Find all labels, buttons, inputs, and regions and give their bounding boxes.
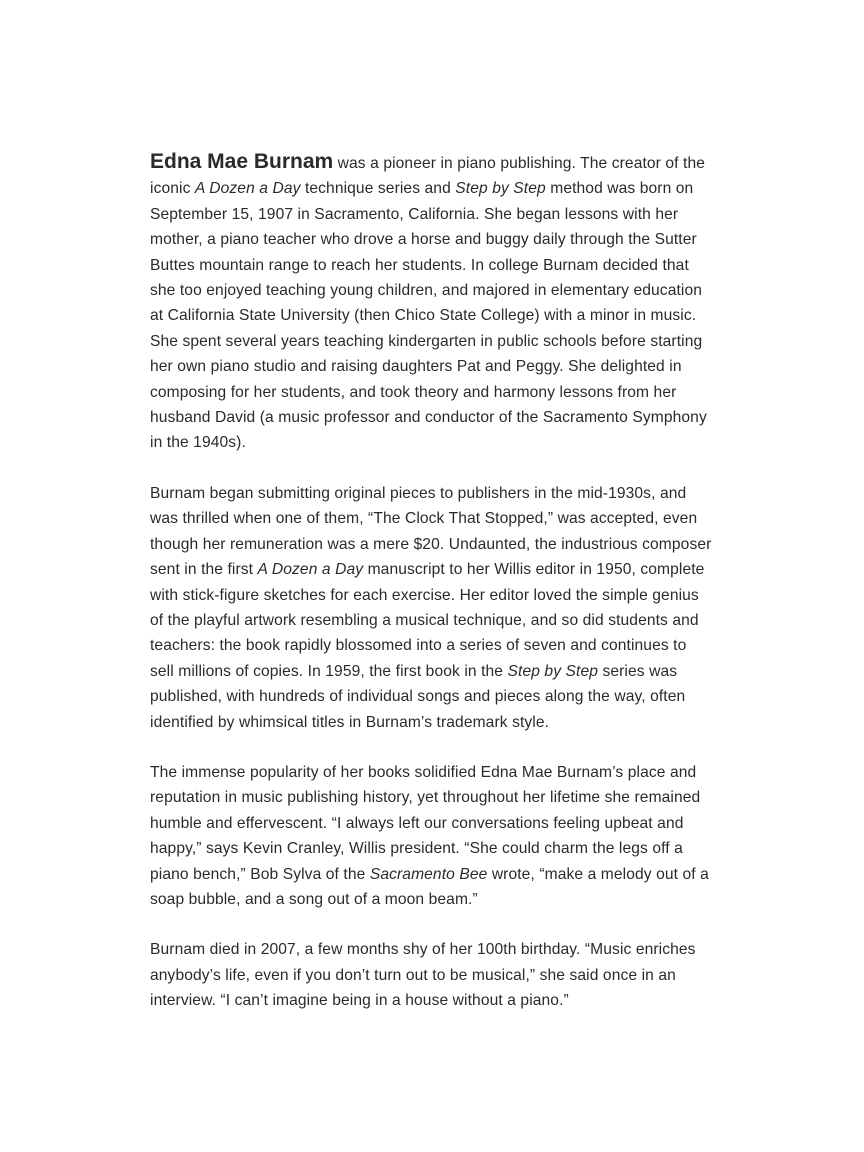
text-run: wrote, “make a melody out of a soap bubble, and a song out of a moon beam.” [150, 865, 709, 908]
biography-text-block [150, 149, 712, 1014]
bio-paragraph-popularity [150, 760, 712, 912]
text-run: A Dozen a Day [194, 180, 301, 198]
text-run: manuscript to her Willis editor in 1950, complete with stick-figure sketches for each exercise. Her editor loved the simple genius of the playful artwork resembling a musical technique, and so did students and teachers: the book rapidly blossomed into a series of seven and continues to sell millions of copies. In 1959, the first book in the [150, 561, 705, 680]
text-run: Burnam died in 2007, a few months shy of her 100th birthday. “Music enriches anybody’s life, even if you don’t turn out to be musical,” she said once in an interview. “I can’t imagine being in a house without a piano.” [150, 941, 696, 1010]
text-run: technique series and [300, 180, 456, 198]
text-run: The immense popularity of her books solidified Edna Mae Burnam’s place and reputation in music publishing history, yet throughout her lifetime she remained humble and effervescent. “I always left our conversations feeling upbeat and happy,” says Kevin Cranley, Willis president. “She could charm the legs off a piano bench,” Bob Sylva of the [150, 763, 701, 883]
text-run: Sacramento Bee [369, 865, 488, 883]
subject-name: Edna Mae Burnam [150, 150, 334, 173]
bio-paragraph-death [150, 937, 712, 1013]
text-run: A Dozen a Day [257, 561, 364, 579]
bio-paragraph-intro [150, 149, 712, 456]
text-run: Step by Step [455, 180, 546, 198]
text-run: method was born on September 15, 1907 in Sacramento, California. She began lessons with her mother, a piano teacher who drove a horse and buggy daily through the Sutter Buttes mountain range to reach her students. In college Burnam decided that she too enjoyed teaching young children, and majored in elementary education at California State University (then Chico State College) with a minor in music. She spent several years teaching kindergarten in public schools before starting her own piano studio and raising daughters Pat and Peggy. She delighted in composing for her students, and took theory and harmony lessons from her husband David (a music professor and conductor of the Sacramento Symphony in the 1940s). [150, 180, 707, 452]
text-run: Step by Step [507, 662, 599, 680]
text-run: series was published, with hundreds of individual songs and pieces along the way, often identified by whimsical titles in Burnam’s trademark style. [150, 662, 686, 731]
bio-paragraph-publishing [150, 481, 712, 735]
text-run: was a pioneer in piano publishing. The creator of the iconic [150, 155, 706, 198]
text-run: Burnam began submitting original pieces to publishers in the mid-1930s, and was thrilled when one of them, “The Clock That Stopped,” was accepted, even though her remuneration was a mere $20. Undaunted, the industrious composer sent in the first [150, 484, 712, 579]
